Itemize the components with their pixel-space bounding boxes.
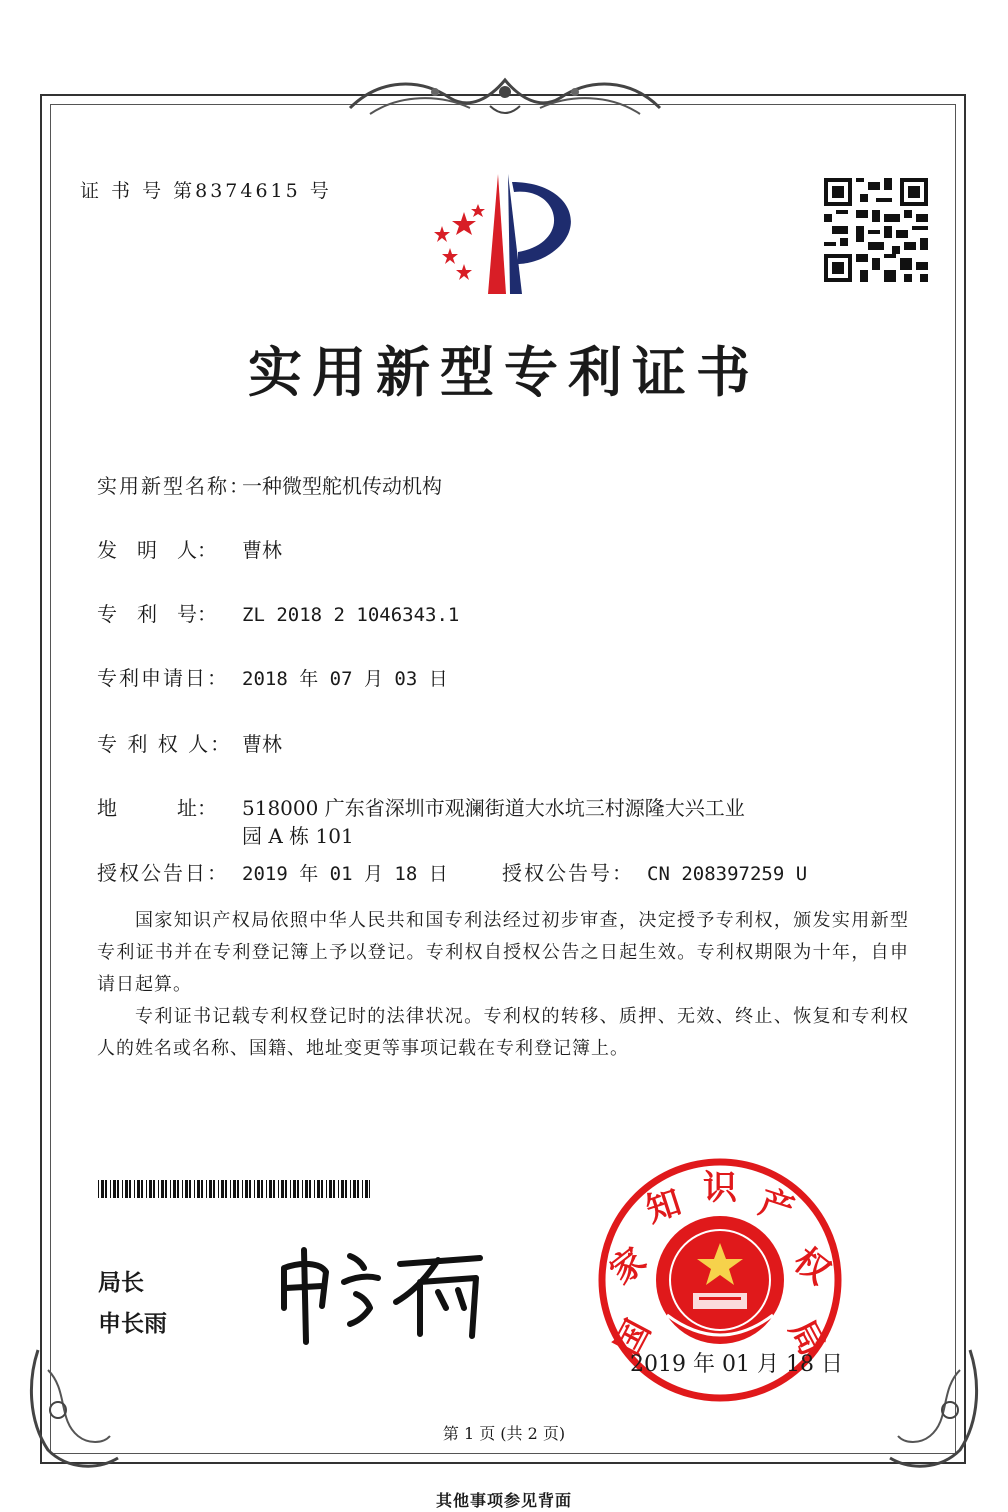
barcode-bar <box>257 1180 260 1198</box>
barcode-bar <box>350 1180 351 1198</box>
barcode-bar <box>326 1180 327 1198</box>
director-name: 申长雨 <box>98 1311 167 1337</box>
barcode-bar <box>305 1180 308 1198</box>
field-value: 2019 年 01 月 18 日 <box>242 863 448 885</box>
barcode-bar <box>293 1180 296 1198</box>
barcode-bar <box>165 1180 167 1198</box>
barcode-bar <box>182 1180 183 1198</box>
barcode-bar <box>281 1180 284 1198</box>
svg-text:权: 权 <box>786 1240 838 1293</box>
footer-note: 其他事项参见背面 <box>435 1491 572 1510</box>
barcode-bar <box>105 1180 107 1198</box>
barcode-bar <box>237 1180 239 1198</box>
field-address-continuation <box>242 820 354 849</box>
barcode-bar <box>153 1180 155 1198</box>
barcode-bar <box>161 1180 164 1198</box>
barcode-bar <box>314 1180 315 1198</box>
barcode-bar <box>122 1180 123 1198</box>
barcode-bar <box>213 1180 215 1198</box>
barcode-bar <box>158 1180 159 1198</box>
qr-code-icon <box>824 178 928 282</box>
barcode-bar <box>269 1180 272 1198</box>
barcode-bar <box>173 1180 176 1198</box>
barcode-bar <box>177 1180 179 1198</box>
field-value: 2018 年 07 月 03 日 <box>242 668 448 690</box>
bottom-right-ornament-icon <box>880 1340 990 1480</box>
svg-text:识: 识 <box>703 1168 737 1208</box>
field-label: 授权公告号： <box>502 861 634 885</box>
field-value: 一种微型舵机传动机构 <box>242 474 442 498</box>
field-value: ZL 2018 2 1046343.1 <box>242 604 460 626</box>
barcode-bar <box>201 1180 203 1198</box>
field-inventor <box>97 534 282 563</box>
barcode-bar <box>225 1180 227 1198</box>
field-grant-date <box>97 857 448 886</box>
bottom-left-ornament-icon <box>18 1340 128 1480</box>
barcode-bar <box>338 1180 339 1198</box>
field-label: 专利申请日： <box>97 666 229 690</box>
barcode-bar <box>278 1180 279 1198</box>
barcode-bar <box>365 1180 368 1198</box>
barcode-bar <box>302 1180 303 1198</box>
field-value: 曹林 <box>242 538 282 562</box>
director-signature-icon <box>270 1238 510 1348</box>
seal-date: 2019 年 01 月 18 日 <box>630 1352 843 1377</box>
top-ornament-icon <box>340 68 670 124</box>
field-utility-model-name <box>97 470 442 499</box>
barcode-bar <box>218 1180 219 1198</box>
field-address <box>97 792 745 821</box>
barcode-bar <box>141 1180 143 1198</box>
field-patentee <box>97 728 282 757</box>
barcode-bar <box>170 1180 171 1198</box>
barcode-bar <box>369 1180 370 1198</box>
field-value-line1: 518000 广东省深圳市观澜街道大水坑三村源隆大兴工业 <box>242 796 745 820</box>
barcode-bar <box>206 1180 207 1198</box>
page-number: 第 1 页 (共 2 页) <box>442 1424 566 1443</box>
barcode-bar <box>273 1180 275 1198</box>
barcode-bar <box>197 1180 200 1198</box>
barcode-bar <box>362 1180 363 1198</box>
barcode-bar <box>353 1180 356 1198</box>
barcode-bar <box>321 1180 323 1198</box>
director-title: 局长 <box>98 1270 144 1296</box>
field-label: 地 址： <box>97 796 217 820</box>
barcode-bar <box>137 1180 140 1198</box>
barcode-bar <box>341 1180 344 1198</box>
field-label: 发 明 人： <box>97 538 217 562</box>
barcode-bar <box>309 1180 311 1198</box>
barcode-bar <box>357 1180 359 1198</box>
certificate-number: 证 书 号 第8374615 号 <box>80 180 332 202</box>
emblem-logo-icon <box>420 168 590 298</box>
barcode-bar <box>261 1180 263 1198</box>
barcode-bar <box>249 1180 251 1198</box>
barcode-bar <box>146 1180 147 1198</box>
barcode-bar <box>317 1180 320 1198</box>
barcode-bar <box>125 1180 128 1198</box>
barcode-bar <box>110 1180 111 1198</box>
svg-text:家: 家 <box>602 1240 654 1293</box>
field-grant-number <box>502 857 807 886</box>
svg-text:产: 产 <box>754 1182 799 1231</box>
field-label: 实用新型名称： <box>97 474 251 498</box>
barcode-bar <box>242 1180 243 1198</box>
field-application-date <box>97 662 448 691</box>
barcode-bar <box>333 1180 335 1198</box>
svg-text:知: 知 <box>641 1182 686 1231</box>
barcode-bar <box>129 1180 131 1198</box>
barcode-bar <box>185 1180 188 1198</box>
paragraph-legal-status: 专利证书记载专利权登记时的法律状况。专利权的转移、质押、无效、终止、恢复和专利权人的姓名或名称、国籍、地址变更等事项记载在专利登记簿上。 <box>97 1006 909 1059</box>
barcode-bar <box>117 1180 119 1198</box>
barcode-bar <box>98 1180 99 1198</box>
svg-text:国: 国 <box>607 1313 659 1363</box>
barcode-bar <box>285 1180 287 1198</box>
field-patent-number <box>97 598 459 627</box>
barcode-bar <box>266 1180 267 1198</box>
svg-text:局: 局 <box>781 1313 833 1363</box>
field-label: 专 利 号： <box>97 602 217 626</box>
barcode-bar <box>209 1180 212 1198</box>
barcode-bar <box>345 1180 347 1198</box>
field-value-line2: 园 A 栋 101 <box>242 824 354 848</box>
barcode-bar <box>221 1180 224 1198</box>
certificate-title: 实用新型专利证书 <box>248 341 760 404</box>
barcode-bar <box>233 1180 236 1198</box>
barcode-bar <box>194 1180 195 1198</box>
barcode-bar <box>230 1180 231 1198</box>
barcode-bar <box>329 1180 332 1198</box>
barcode-bar <box>245 1180 248 1198</box>
barcode-bar <box>189 1180 191 1198</box>
barcode-bar <box>113 1180 116 1198</box>
field-value: 曹林 <box>242 732 282 756</box>
barcode-bar <box>297 1180 299 1198</box>
barcode-bar <box>290 1180 291 1198</box>
barcode-bar <box>101 1180 104 1198</box>
barcode-bar <box>134 1180 135 1198</box>
field-value: CN 208397259 U <box>647 863 808 885</box>
paragraph-grant-statement: 国家知识产权局依照中华人民共和国专利法经过初步审查，决定授予专利权，颁发实用新型专利证书并在专利登记簿上予以登记。专利权自授权公告之日起生效。专利权期限为十年，自申请日起算。 <box>97 910 909 995</box>
field-label: 专 利 权 人： <box>97 732 233 756</box>
barcode-icon <box>98 1180 370 1198</box>
field-label: 授权公告日： <box>97 861 229 885</box>
barcode-bar <box>254 1180 255 1198</box>
barcode-bar <box>149 1180 152 1198</box>
